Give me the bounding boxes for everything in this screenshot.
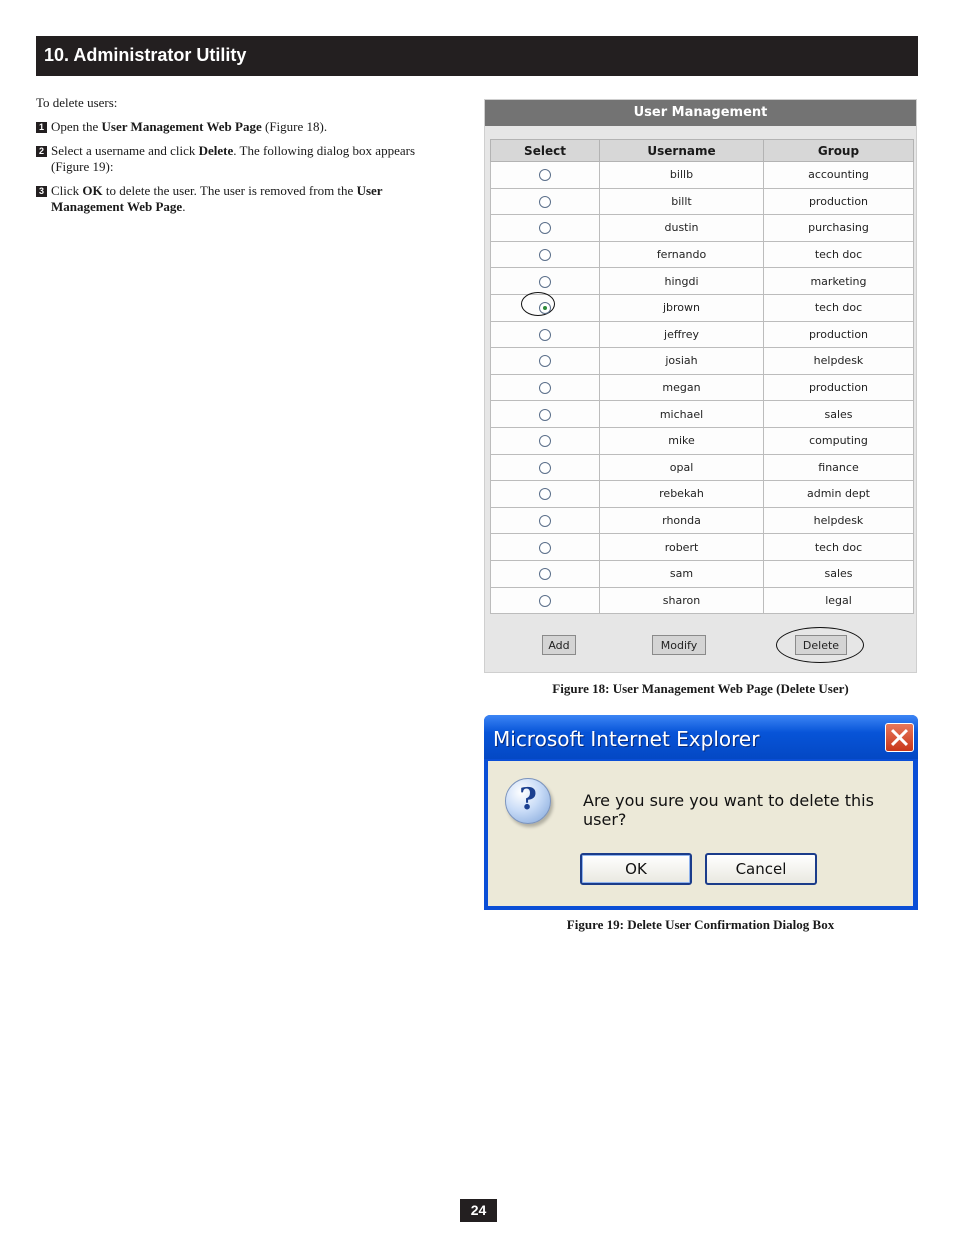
user-table [490, 139, 914, 614]
group-cell: accounting [764, 162, 914, 189]
select-radio[interactable] [539, 382, 551, 394]
username-cell: jeffrey [600, 321, 764, 348]
select-radio[interactable] [539, 249, 551, 261]
instruction-step [36, 119, 451, 135]
username-cell: dustin [600, 215, 764, 242]
dialog-title: Microsoft Internet Explorer [493, 727, 760, 751]
section-header [36, 36, 918, 76]
step-bold-text: OK [82, 183, 103, 198]
select-radio[interactable] [539, 169, 551, 181]
username-cell: sam [600, 560, 764, 587]
group-cell: tech doc [764, 294, 914, 321]
username-cell: fernando [600, 241, 764, 268]
radio-wrapper [539, 434, 551, 447]
select-radio[interactable] [539, 222, 551, 234]
select-cell [491, 294, 600, 321]
select-cell [491, 321, 600, 348]
group-cell: helpdesk [764, 507, 914, 534]
group-cell: computing [764, 427, 914, 454]
step-number: 3 [36, 186, 47, 197]
radio-wrapper [539, 221, 551, 234]
modify-button[interactable]: Modify [652, 635, 706, 655]
select-cell [491, 401, 600, 428]
group-cell: finance [764, 454, 914, 481]
selected-highlight-circle [539, 301, 551, 314]
radio-wrapper [539, 487, 551, 500]
group-cell: production [764, 188, 914, 215]
select-radio[interactable] [539, 568, 551, 580]
select-radio[interactable] [539, 515, 551, 527]
select-cell [491, 534, 600, 561]
username-cell: jbrown [600, 294, 764, 321]
radio-wrapper [539, 567, 551, 580]
table-row [491, 162, 914, 189]
column-header-username: Username [600, 140, 764, 162]
group-cell: tech doc [764, 534, 914, 561]
username-cell: michael [600, 401, 764, 428]
group-cell: sales [764, 401, 914, 428]
radio-wrapper [539, 354, 551, 367]
table-row [491, 507, 914, 534]
add-button[interactable]: Add [542, 635, 576, 655]
select-cell [491, 427, 600, 454]
step-text: to delete the user. The user is removed from the [102, 183, 357, 198]
radio-wrapper [539, 514, 551, 527]
select-radio[interactable] [539, 329, 551, 341]
username-cell: rebekah [600, 481, 764, 508]
username-cell: megan [600, 374, 764, 401]
select-cell [491, 454, 600, 481]
section-title: 10. Administrator Utility [44, 45, 247, 65]
username-cell: mike [600, 427, 764, 454]
cancel-button[interactable]: Cancel [705, 853, 817, 885]
question-glyph: ? [519, 782, 537, 817]
select-radio[interactable] [539, 462, 551, 474]
column-header-select: Select [491, 140, 600, 162]
step-text: Open the [51, 119, 102, 134]
column-header-group: Group [764, 140, 914, 162]
select-cell [491, 215, 600, 242]
radio-wrapper [539, 275, 551, 288]
table-row [491, 427, 914, 454]
radio-wrapper [539, 248, 551, 261]
radio-wrapper [539, 408, 551, 421]
close-icon[interactable] [885, 723, 914, 752]
select-radio[interactable] [539, 488, 551, 500]
group-cell: production [764, 374, 914, 401]
table-row [491, 348, 914, 375]
username-cell: opal [600, 454, 764, 481]
group-cell: legal [764, 587, 914, 614]
user-management-title: User Management [485, 100, 916, 126]
delete-button[interactable]: Delete [795, 635, 847, 655]
radio-wrapper [539, 381, 551, 394]
select-cell [491, 560, 600, 587]
figure-18-caption: Figure 18: User Management Web Page (Delete User) [552, 681, 849, 696]
group-cell: tech doc [764, 241, 914, 268]
table-row [491, 401, 914, 428]
radio-wrapper [539, 541, 551, 554]
table-row [491, 534, 914, 561]
table-row [491, 188, 914, 215]
select-radio[interactable] [539, 355, 551, 367]
username-cell: rhonda [600, 507, 764, 534]
dialog-titlebar[interactable] [484, 715, 918, 759]
instructions [36, 95, 451, 223]
select-cell [491, 241, 600, 268]
ok-button[interactable]: OK [580, 853, 692, 885]
select-radio[interactable] [539, 276, 551, 288]
table-row [491, 560, 914, 587]
step-text: Click [51, 183, 83, 198]
table-row [491, 268, 914, 295]
select-cell [491, 374, 600, 401]
select-cell [491, 507, 600, 534]
radio-wrapper [539, 328, 551, 341]
username-cell: sharon [600, 587, 764, 614]
select-cell [491, 348, 600, 375]
step-number: 2 [36, 146, 47, 157]
group-cell: helpdesk [764, 348, 914, 375]
step-bold-text: User Management Web Page [101, 119, 262, 134]
radio-wrapper [539, 168, 551, 181]
radio-wrapper [539, 594, 551, 607]
table-row [491, 374, 914, 401]
select-cell [491, 481, 600, 508]
step-text: (Figure 18). [261, 119, 328, 134]
group-cell: admin dept [764, 481, 914, 508]
instruction-step [36, 183, 451, 215]
group-cell: sales [764, 560, 914, 587]
table-row [491, 215, 914, 242]
select-radio[interactable] [539, 542, 551, 554]
question-icon [505, 778, 551, 824]
table-row [491, 454, 914, 481]
step-text: . [182, 199, 186, 214]
step-bold-text: Delete [198, 143, 234, 158]
select-cell [491, 268, 600, 295]
radio-wrapper [539, 461, 551, 474]
username-cell: josiah [600, 348, 764, 375]
instructions-intro: To delete users: [36, 95, 118, 110]
figure-19-caption: Figure 19: Delete User Confirmation Dialog Box [566, 917, 835, 932]
step-text: . The following dialog box appears (Figure 19): [51, 143, 416, 174]
group-cell: marketing [764, 268, 914, 295]
table-row [491, 241, 914, 268]
username-cell: billb [600, 162, 764, 189]
step-text: Select a username and click [51, 143, 199, 158]
table-row [491, 321, 914, 348]
username-cell: robert [600, 534, 764, 561]
username-cell: billt [600, 188, 764, 215]
username-cell: hingdi [600, 268, 764, 295]
select-radio[interactable] [539, 595, 551, 607]
page-number: 24 [460, 1199, 497, 1222]
select-cell [491, 162, 600, 189]
group-cell: production [764, 321, 914, 348]
step-bold-text: User Management Web Page [51, 183, 383, 214]
instruction-step [36, 143, 451, 175]
select-cell [491, 587, 600, 614]
table-row [491, 587, 914, 614]
select-cell [491, 188, 600, 215]
group-cell: purchasing [764, 215, 914, 242]
step-number: 1 [36, 122, 47, 133]
radio-wrapper [539, 195, 551, 208]
dialog-message: Are you sure you want to delete this user? [583, 791, 874, 829]
table-row [491, 481, 914, 508]
confirm-dialog [484, 715, 918, 910]
select-radio[interactable] [539, 302, 551, 314]
user-management-panel [484, 99, 917, 673]
select-radio[interactable] [539, 196, 551, 208]
table-row [491, 294, 914, 321]
select-radio[interactable] [539, 435, 551, 447]
dialog-body [488, 761, 913, 906]
select-radio[interactable] [539, 409, 551, 421]
